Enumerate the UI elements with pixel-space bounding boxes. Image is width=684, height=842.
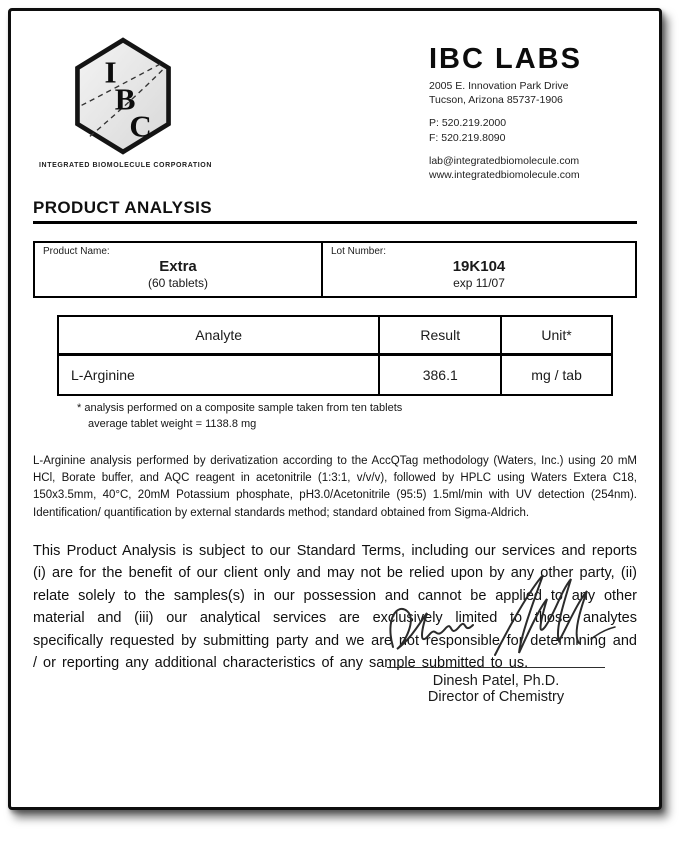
address-line-2: Tucson, Arizona 85737-1906 xyxy=(429,94,563,107)
table-footnote xyxy=(77,401,637,433)
terms-paragraph: This Product Analysis is subject to our Standard Terms, including our services and reports (i) are for the benefit of our client only and may not be relied upon by any other party, (ii) relate solely to the samples(s) in our possession and cannot be applied to any other material and (iii) our analytical services are exclusively limited to those analytes specifically requested by submitting party and we are not responsible for determining and / or reporting any additional characteristics of any sample submitted to us. xyxy=(33,542,637,672)
footnote-line-2: average tablet weight = 1138.8 mg xyxy=(88,417,257,430)
product-name-value: Extra xyxy=(159,258,197,276)
logo-letter-i: I xyxy=(104,54,117,90)
result-cell: 386.1 xyxy=(379,355,501,396)
signatory-title: Director of Chemistry xyxy=(427,688,565,705)
company-logo-block xyxy=(33,37,289,169)
email-line: lab@integratedbiomolecule.com xyxy=(429,154,580,167)
signature-line xyxy=(387,667,605,668)
product-name-label: Product Name: xyxy=(43,246,110,258)
product-name-cell xyxy=(35,243,323,296)
phone-line: P: 520.219.2000 xyxy=(429,117,507,130)
column-header-unit: Unit* xyxy=(501,316,612,355)
lot-exp-value: exp 11/07 xyxy=(453,276,505,291)
scanned-document-page xyxy=(8,8,662,810)
lot-number-label: Lot Number: xyxy=(331,246,387,258)
logo-letter-c: C xyxy=(129,108,152,144)
results-table-header-row xyxy=(58,316,612,355)
column-header-analyte: Analyte xyxy=(58,316,379,355)
spacer xyxy=(429,107,637,116)
company-info-block xyxy=(429,37,637,182)
column-header-result: Result xyxy=(379,316,501,355)
page-title: PRODUCT ANALYSIS xyxy=(33,198,637,224)
document-header xyxy=(33,37,637,182)
company-name: IBC LABS xyxy=(429,43,582,75)
signatory-name: Dinesh Patel, Ph.D. xyxy=(432,672,560,689)
analyte-cell: L-Arginine xyxy=(58,355,379,396)
address-line-1: 2005 E. Innovation Park Drive xyxy=(429,80,569,92)
logo-letter-b: B xyxy=(114,81,136,117)
signature-block xyxy=(381,667,613,705)
product-detail-value: (60 tablets) xyxy=(147,276,209,291)
product-lot-box xyxy=(33,241,637,298)
lot-number-value: 19K104 xyxy=(452,258,506,276)
fax-line: F: 520.219.8090 xyxy=(429,131,506,144)
method-paragraph: L-Arginine analysis performed by derivatization according to the AccQTag methodology (Waters, Inc.) using 20 mM HCl, Borate buffer, and AQC reagent in acetonitrile (1:3:1, v/v/v), followed by HPLC using Waters Extera C18, 150x3.5mm, 40°C, 20mM Potassium phosphate, pH3.0/Acetonitrile (95:5) 1.5ml/min with UV detection (254nm). Identification/ quantification by external standards method; standard obtained from Sigma-Aldrich. xyxy=(33,454,637,519)
unit-cell: mg / tab xyxy=(501,355,612,396)
ibc-hexagon-logo-icon xyxy=(71,37,175,155)
website-line: www.integratedbiomolecule.com xyxy=(429,168,580,181)
footnote-line-1: * analysis performed on a composite sample taken from ten tablets xyxy=(77,402,403,415)
results-table xyxy=(57,315,613,396)
spacer xyxy=(429,145,637,154)
logo-caption: INTEGRATED BIOMOLECULE CORPORATION xyxy=(39,162,212,169)
table-row xyxy=(58,355,612,396)
lot-number-cell xyxy=(323,243,635,296)
